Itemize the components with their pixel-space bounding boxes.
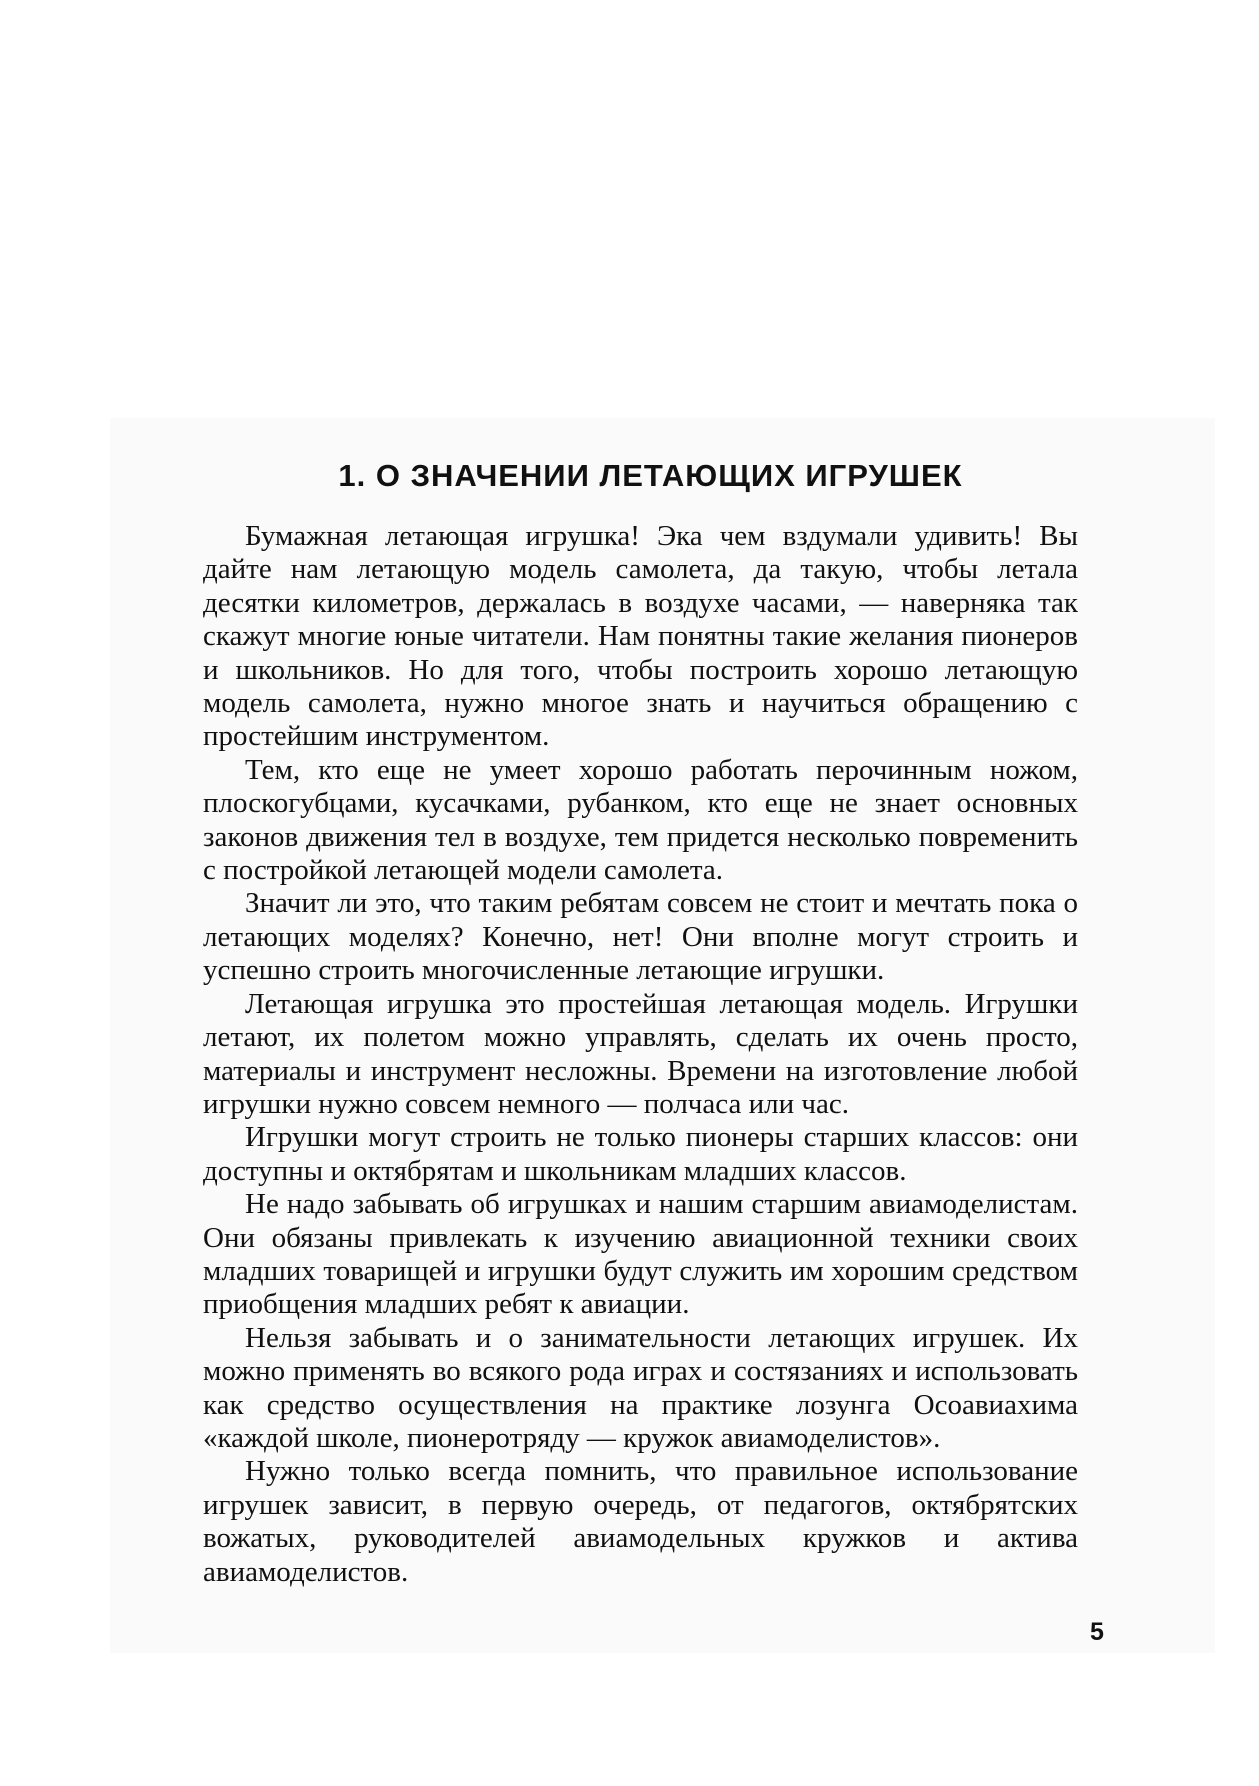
paragraph: Нужно только всегда помнить, что правильное использование игрушек зависит, в первую очередь, от педагогов, октябрятских вожатых, руководителей авиамодельных кружков и актива авиамоделистов. <box>203 1455 1078 1588</box>
paragraph: Летающая игрушка это простейшая летающая модель. Игрушки летают, их полетом можно управлять, сделать их очень просто, материалы и инструмент несложны. Времени на изготовление любой игрушки нужно совсем немного — полчаса или час. <box>203 987 1078 1120</box>
chapter-heading: 1. О ЗНАЧЕНИИ ЛЕТАЮЩИХ ИГРУШЕК <box>338 458 963 493</box>
paragraph: Значит ли это, что таким ребятам совсем не стоит и мечтать пока о летающих моделях? Конечно, нет! Они вполне могут строить и успешно строить многочисленные летающие игрушки. <box>203 887 1078 987</box>
paragraph: Нельзя забывать и о занимательности летающих игрушек. Их можно применять во всякого рода играх и состязаниях и использовать как средство осуществления на практике лозунга Осоавиахима «каждой школе, пионеротряду — кружок авиамоделистов». <box>203 1321 1078 1454</box>
paragraph: Не надо забывать об игрушках и нашим старшим авиамоделистам. Они обязаны привлекать к изучению авиационной техники своих младших товарищей и игрушки будут служить им хорошим средством приобщения младших ребят к авиации. <box>203 1188 1078 1321</box>
text-block <box>203 452 1078 1589</box>
page-number: 5 <box>1090 1618 1104 1646</box>
paragraph: Игрушки могут строить не только пионеры старших классов: они доступны и октябрятам и школьникам младших классов. <box>203 1121 1078 1187</box>
paragraph: Тем, кто еще не умеет хорошо работать перочинным ножом, плоскогубцами, кусачками, рубанком, кто еще не знает основных законов движения тел в воздухе, тем придется несколько повременить с постройкой летающей модели самолета. <box>203 753 1078 887</box>
paragraph: Бумажная летающая игрушка! Эка чем вздумали удивить! Вы дайте нам летающую модель самолета, да такую, чтобы летала десятки километров, держалась в воздухе часами, — наверняка так скажут многие юные читатели. Нам понятны такие желания пионеров и школьников. Но для того, чтобы построить хорошо летающую модель самолета, нужно многое знать и научиться обращению с простейшим инструментом. <box>203 520 1078 753</box>
